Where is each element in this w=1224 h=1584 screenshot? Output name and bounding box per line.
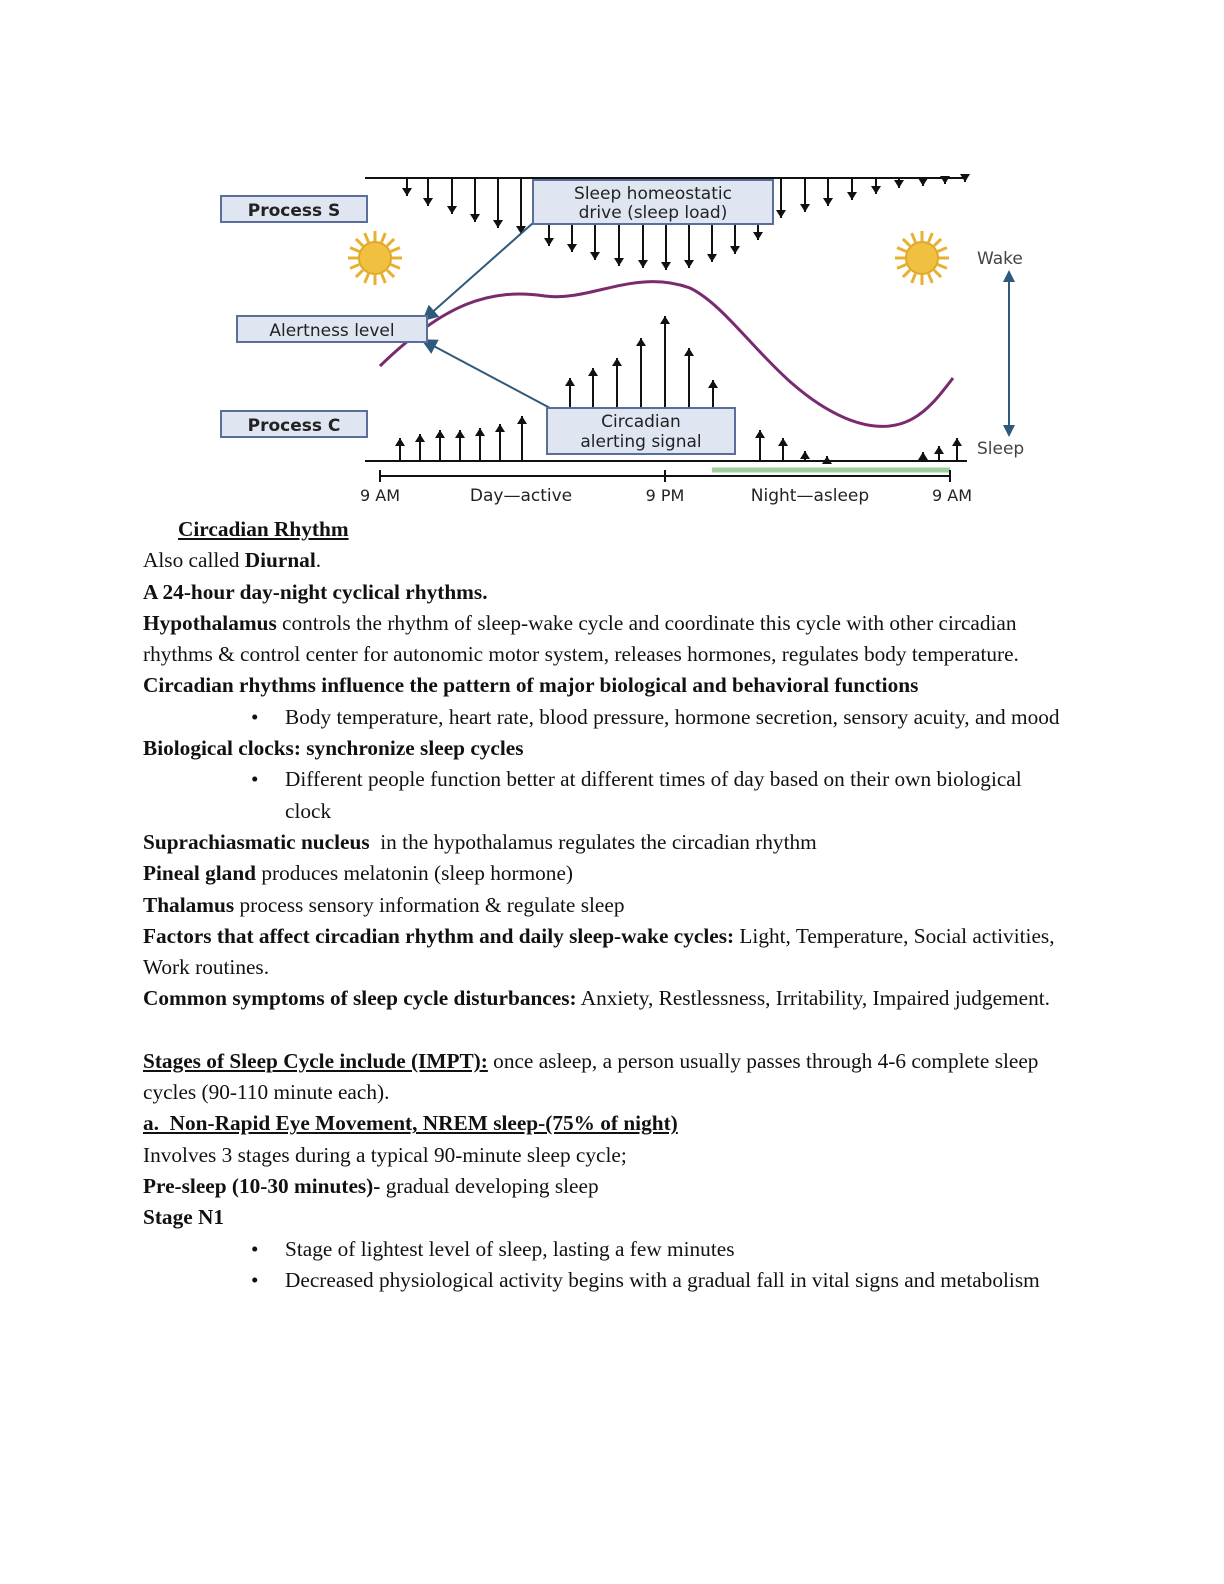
bullet-physiological-activity: • Decreased physiological activity begins with a gradual fall in vital signs and metabolism	[251, 1267, 1040, 1292]
process-s-label	[221, 196, 367, 222]
paragraph-hypothalamus: Hypothalamus controls the rhythm of sleep-wake cycle and coordinate this cycle with other circadian rhythms & control center for autonomic motor system, releases hormones, regulates body temperature.	[143, 610, 1019, 667]
wake-label: Wake	[977, 249, 1023, 269]
axis-label-9am-end: 9 AM	[931, 486, 973, 505]
pointer-arrow-s	[428, 223, 533, 316]
svg-text:drive (sleep load): drive (sleep load)	[578, 203, 728, 223]
alertness-level-label	[237, 316, 427, 342]
axis-label-night-asleep: Night—asleep	[750, 486, 870, 506]
circadian-signal-label	[547, 408, 735, 454]
svg-text:Sleep homeostatic: Sleep homeostatic	[574, 184, 732, 204]
bullet-lightest-sleep: • Stage of lightest level of sleep, lasting a few minutes	[251, 1236, 735, 1261]
section-heading-circadian-rhythm: Circadian Rhythm	[178, 517, 349, 541]
sleep-label: Sleep	[977, 439, 1025, 459]
sun-icon-left	[348, 231, 402, 285]
heading-nrem: a. Non-Rapid Eye Movement, NREM sleep-(75% of night)	[143, 1111, 678, 1136]
document-body	[143, 514, 1073, 1296]
paragraph-three-stages: Involves 3 stages during a typical 90-minute sleep cycle;	[143, 1142, 627, 1167]
process-c-label	[221, 411, 367, 437]
svg-text:Process C: Process C	[247, 416, 341, 436]
paragraph-factors: Factors that affect circadian rhythm and daily sleep-wake cycles: Light, Temperature, Social activities, Work routines.	[143, 923, 1055, 980]
svg-text:Alertness level: Alertness level	[269, 321, 395, 341]
heading-stage-n1: Stage N1	[143, 1205, 225, 1230]
pointer-arrow-c	[428, 343, 550, 408]
paragraph-pineal: Pineal gland produces melatonin (sleep hormone)	[143, 861, 574, 886]
paragraph-symptoms: Common symptoms of sleep cycle disturbances: Anxiety, Restlessness, Irritability, Impaired judgement.	[143, 986, 1050, 1011]
alertness-curve	[380, 282, 953, 427]
svg-text:alerting signal: alerting signal	[580, 432, 702, 452]
paragraph-diurnal: Also called Diurnal.	[143, 548, 322, 573]
svg-text:Circadian: Circadian	[601, 412, 681, 432]
bullet-body-functions: • Body temperature, heart rate, blood pressure, hormone secretion, sensory acuity, and mood	[251, 704, 1060, 729]
svg-text:Process S: Process S	[247, 201, 341, 221]
paragraph-thalamus: Thalamus process sensory information & regulate sleep	[143, 892, 625, 917]
sun-icon-right	[895, 231, 949, 285]
paragraph-circadian-influence: Circadian rhythms influence the pattern of major biological and behavioral functions	[143, 673, 919, 698]
homeostatic-drive-label	[533, 180, 773, 224]
bullet-biological-clock: • Different people function better at different times of day based on their own biological clock	[251, 767, 1022, 823]
sleep-regulation-diagram	[215, 168, 1025, 510]
paragraph-stages: Stages of Sleep Cycle include (IMPT): once asleep, a person usually passes through 4-6 complete sleep cycles (90-110 minute each).	[143, 1048, 1039, 1105]
paragraph-pre-sleep: Pre-sleep (10-30 minutes)- gradual developing sleep	[143, 1173, 599, 1198]
axis-label-9pm: 9 PM	[645, 486, 685, 505]
paragraph-suprachiasmatic: Suprachiasmatic nucleus in the hypothalamus regulates the circadian rhythm	[143, 829, 817, 854]
axis-label-9am-start: 9 AM	[359, 486, 401, 505]
axis-label-day-active: Day—active	[469, 486, 573, 506]
paragraph-biological-clocks: Biological clocks: synchronize sleep cycles	[143, 736, 524, 761]
paragraph-24-hour: A 24-hour day-night cyclical rhythms.	[143, 579, 488, 604]
